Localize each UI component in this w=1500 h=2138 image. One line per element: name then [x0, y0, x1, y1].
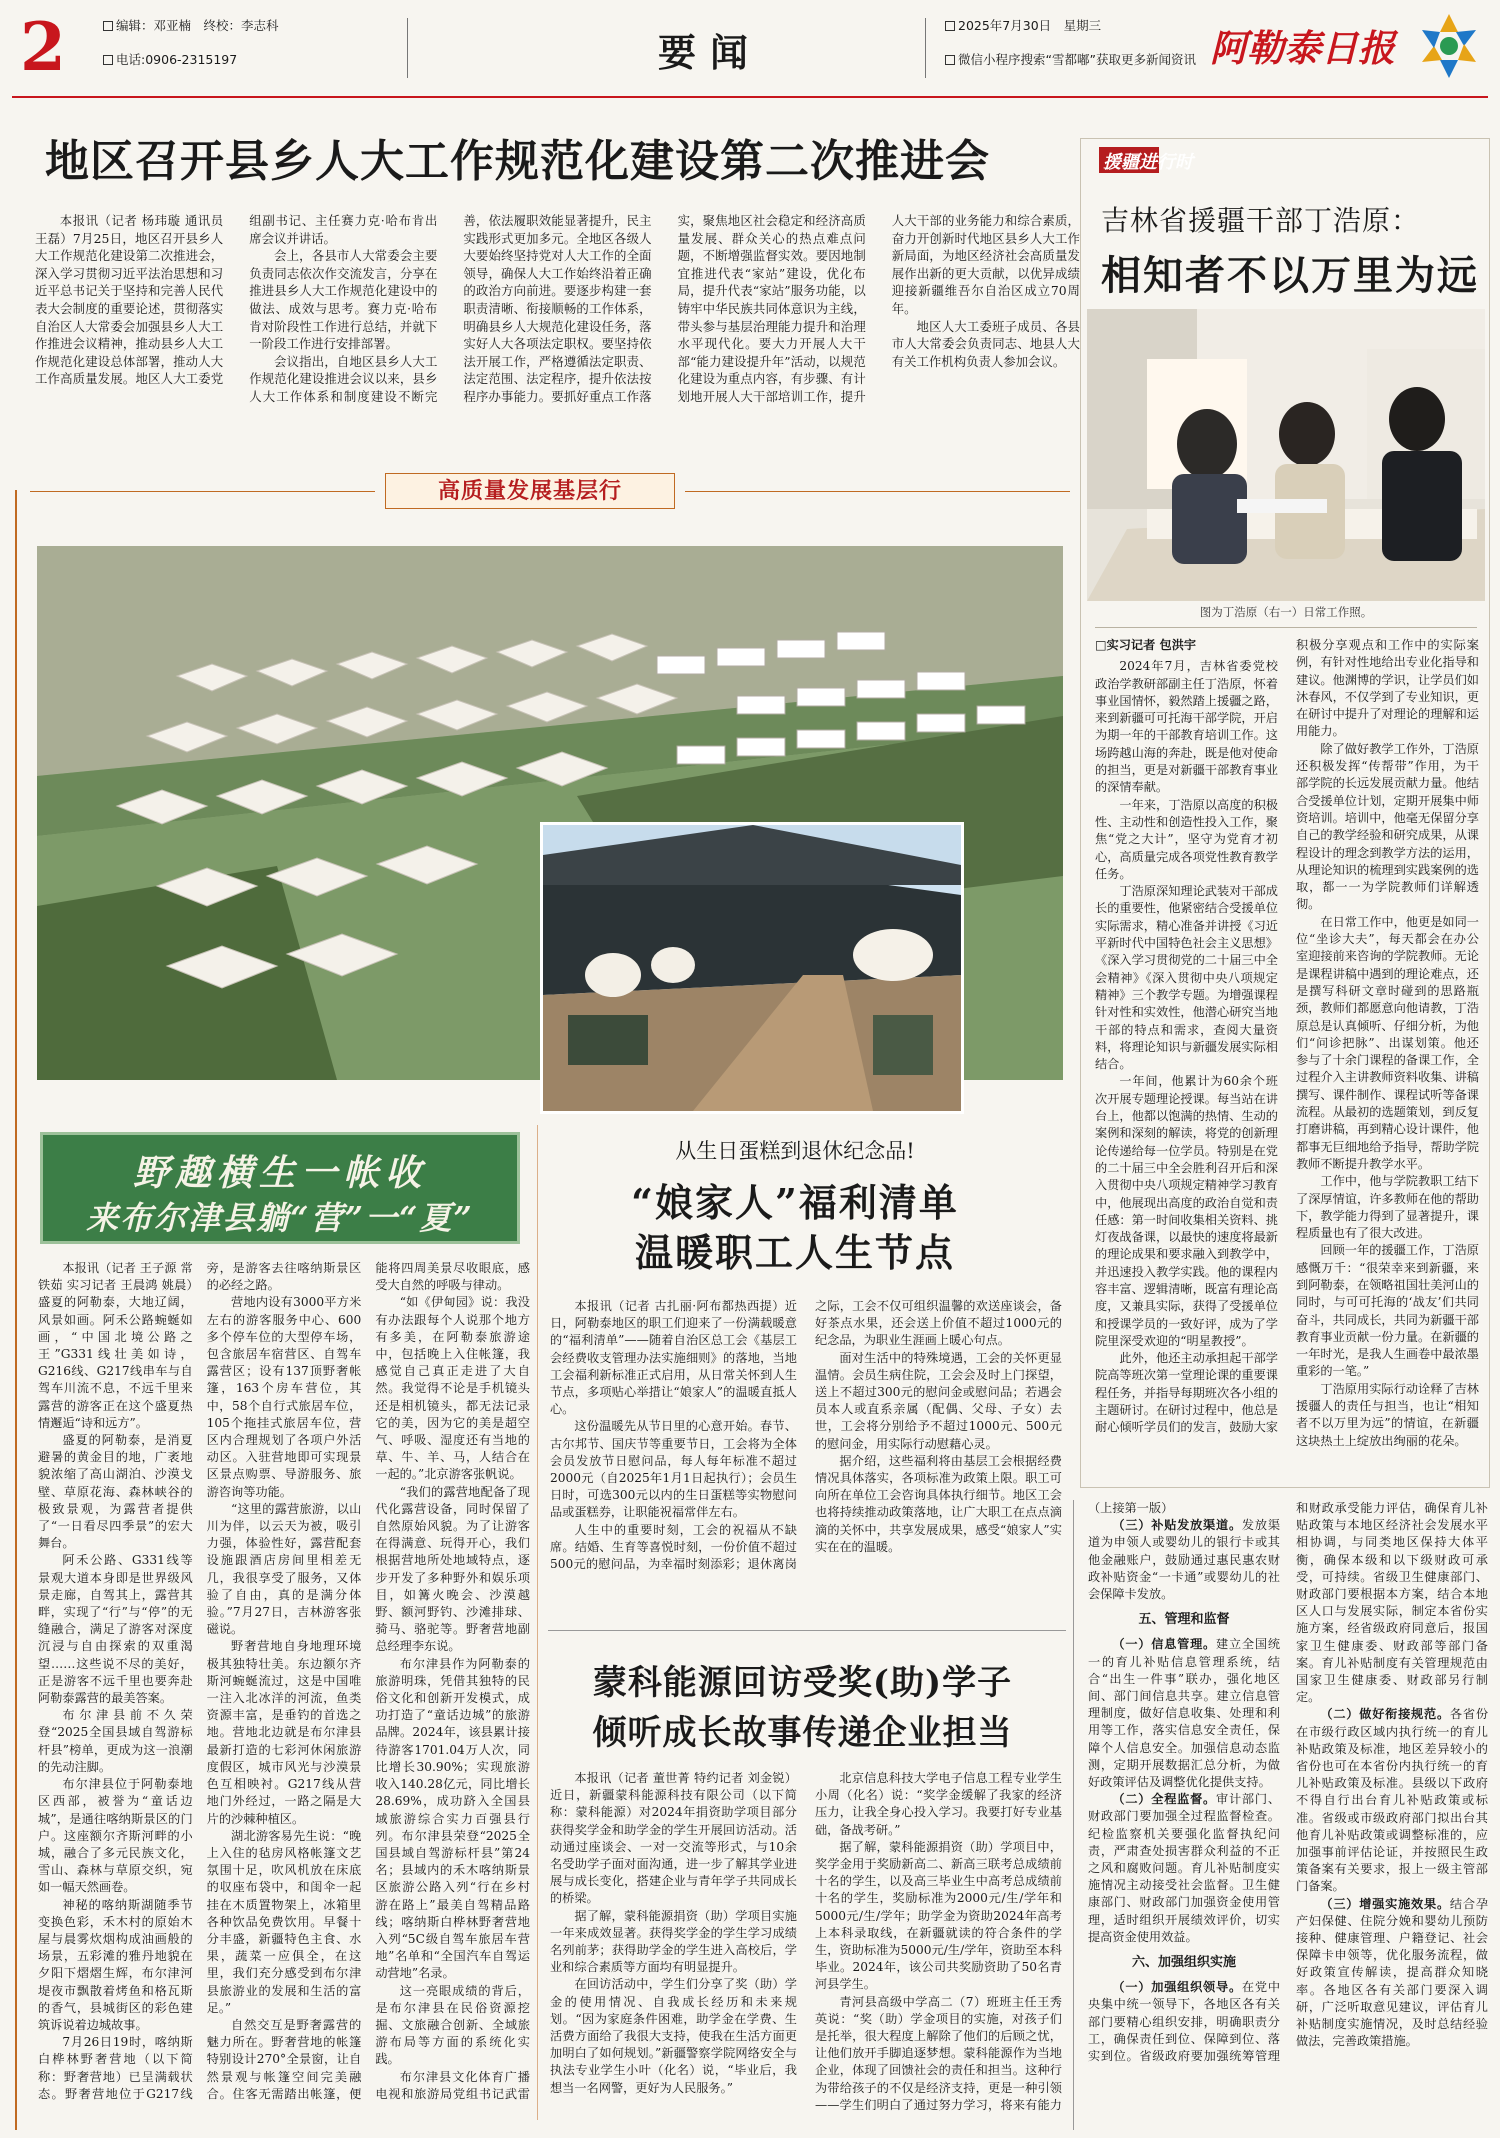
policy-section-5: 五、管理和监督 [1138, 1612, 1230, 1628]
mengke-para: 本报讯（记者 董世菁 特约记者 刘金锐）近日，新疆蒙科能源科技有限公司（以下简称：蒙科能源）对2024年捐资助学项目部分获得奖学金和助学金的学生开展回访活动。活动通过座谈会、一对一交流等形式，与10余名受助学子面对面沟通，进一步了解其学业进展与成长变化，搭建企业与青年学子共同成长的桥梁。 [550, 1771, 797, 1906]
mengke-para: 在回访活动中，学生们分享了奖（助）学金的使用情况、自我成长经历和未来规划。“因为家庭条件困难，助学金在学费、生活费方面给了我很大支持，使我在生活方面更加明白了如何规划。”新疆警察学院网络安全与执法专业学生小叶（化名）说，“毕业后，我想当一名网警，更好为人民服务。” [550, 1977, 797, 2095]
policy-from-page: （上接第一版） [1088, 1501, 1174, 1515]
tourism-para: 布尔津县前不久荣登“2025全国县域自驾游标杆县”榜单，更成为这一浪潮的先动注脚。 [38, 1708, 193, 1774]
mengke-body [550, 1770, 1062, 2125]
tourism-para: 盛夏的阿勒泰，是消夏避暑的黄金目的地，广袤地貌浓缩了高山湖泊、沙漠戈壁、草原花海、森林峡谷的极致景观，为露营者提供了“一日看尽四季景”的宏大舞台。 [38, 1433, 193, 1551]
aid-para: 一年间，他累计为60余个班次开展专题理论授课。每当站在讲台上，他都以饱满的热情、生动的案例和深刻的解读，将党的创新理论传递给每一位学员。特别是在党的二十届三中全会胜利召开后和深入贯彻中央八项规定精神学习教育中，他展现出高度的政治自觉和责任感：第一时间收集相关资料、挑灯夜战备课，以最快的速度将最新的理论成果和要求融入到教学中，并迅速投入教学实践。他的课程内容丰富、逻辑清晰，既富有理论高度，又兼具实际，获得了受援单位和授课学员的一致好评，成为了学院里深受欢迎的“明星教授”。 [1095, 1074, 1278, 1348]
union-para: 人生中的重要时刻，工会的祝福从不缺席。结婚、生育等喜悦时刻，一份价值不超过500元的慰问品，为幸福时刻添彩；退休离岗之际，工会不仅可组织温馨的欢送座谈会，备好茶点水果，还会送上价值不超过1000元的纪念品，为职业生涯画上暖心句点。 [550, 1299, 1062, 1572]
editor-line [103, 15, 279, 37]
policy-body [1088, 1500, 1488, 2130]
aid-para: 一年来，丁浩原以高度的积极性、主动性和创造性投入工作，聚焦“党之大计”，坚守为党育才初心，高质量完成各项党性教育教学任务。 [1095, 797, 1278, 881]
header-divider-right [925, 18, 926, 78]
lead-body [35, 212, 1080, 472]
aid-headline: 相知者不以万里为远 [1101, 252, 1479, 299]
policy-item-text: 建立全国统一的育儿补贴信息管理系统，结合“出生一件事”联办，强化地区间、部门间信息共享。建立信息管理制度，做好信息收集、处理和利用等工作，落实信息安全责任，保障个人信息安全。加强信息动态监测，定期开展数据汇总分析，为做好政策评估及调整优化提供支持。 [1088, 1637, 1281, 1790]
policy-intro-sub: （三）补贴发放渠道。 [1112, 1518, 1242, 1533]
lead-para: 本报讯（记者 杨玮璇 通讯员 王磊）7月25日，地区召开县乡人大工作规范化建设第二次推进会，深入学习贯彻习近平法治思想和习近平总书记关于坚持和完善人民代表大会制度的重要论述，贯彻落实自治区人大常委会加强县乡人大工作推进会议精神，推动县乡人大工作规范化建设总体部署，推动人大工作高质量发展。地区人大工委党组副书记、主任赛力克·哈布肯出席会议并讲话。 [35, 213, 438, 387]
tourism-title-line-1: 野趣横生一帐收 [132, 1152, 427, 1194]
tourism-para: 神秘的喀纳斯湖随季节变换色彩，禾木村的原始木屋与晨雾炊烟构成油画般的场景，五彩滩的雅丹地貌在夕阳下熠熠生辉，布尔津河堤夜市飘散着烤鱼和格瓦斯的香气，县城街区的彩色建筑诉说着边城故事。 [38, 1897, 193, 2032]
tourism-title-box [40, 1132, 520, 1244]
page-number: 2 [20, 8, 66, 86]
office-photo-image [1087, 309, 1485, 601]
aid-para: 工作中，他与学院教职工结下了深厚情谊，许多教师在他的帮助下，教学能力得到了显著提升，课程质量也有了很大改进。 [1296, 1174, 1479, 1241]
tourism-body [38, 1260, 530, 2120]
tourism-para: “如《伊甸园》说：我没有办法跟每个人说那个地方有多美，在阿勒泰旅游途中，包括晚上入住帐篷，我感觉自己真正走进了大自然。我觉得不论是手机镜头还是相机镜头，都无法记录它的美，因为它的美是超空气、呼吸、湿度还有当地的草、牛、羊、马，人结合在一起的。”北京游客张帆说。 [375, 1295, 530, 1482]
mengke-para: 据了解，蒙科能源捐资（助）学项目中，奖学金用于奖励新高二、新高三联考总成绩前十名的学生，以及高三毕业生中高考总成绩前十名的学生，奖励标准为2000元/生/学年和5000元/生/学年；助学金为资助2024年高考上本科录取线，在新疆就读的符合条件的学生，资助标准为5000元/生/学年，资助至本科毕业。2024年，该公司共奖励资助了50名青河县学生。 [815, 1839, 1062, 1992]
union-headline-2: 温暖职工人生节点 [634, 1230, 955, 1275]
tourism-title-line-2: 来布尔津县躺“营”一“夏” [86, 1199, 474, 1237]
section-banner: 高质量发展基层行 [385, 473, 675, 509]
checkbox-icon [103, 21, 113, 31]
union-body [550, 1298, 1062, 1618]
policy-item-label: （二）全程监督。 [1112, 1792, 1217, 1807]
policy-item [1088, 1636, 1280, 1791]
policy-item-text: 结合孕产妇保健、住院分娩和婴幼儿预防接种、健康管理、户籍登记、社会保障卡申领等，优化服务流程，做好政策宣传解读，提高群众知晓率。各地区各有关部门要深入调研，广泛听取意见建议，评估育儿补贴制度实施情况，及时总结经验做法，完善政策措施。 [1296, 1896, 1488, 2049]
aid-column-label-text: 援疆进行时 [1103, 152, 1193, 173]
masthead-rule [12, 96, 1488, 98]
checkbox-icon [945, 21, 955, 31]
tourism-para: 本报讯（记者 王子源 常铁茹 实习记者 王晨鸿 姚晨）盛夏的阿勒泰，大地辽阔，风景如画。阿禾公路蜿蜒如画，“中国北境公路之王”G331线壮美如诗，G216线、G217线串车与自驾车川流不息，不远千里来露营的游客正在这个盛夏热情邂逅“诗和远方”。 [38, 1261, 193, 1430]
policy-intro-text: 发放渠道为申领人或婴幼儿的银行卡或其他金融账户，鼓励通过惠民惠农财政补贴资金“一卡通”或婴幼儿的社会保障卡发放。 [1088, 1518, 1281, 1602]
tourism-para: 这一亮眼成绩的背后，是布尔津县在民俗资源挖掘、文旅融合创新、全域旅游布局等方面的系统化实践。 [375, 1983, 530, 2067]
phone-text: 电话:0906-2315197 [116, 52, 238, 67]
lead-para: 会上，各县市人大常委会主要负责同志依次作交流发言，分享在推进县乡人大工作规范化建设中的做法、成效与思考。赛力克·哈布肯对阶段性工作进行总结，并就下一阶段工作进行安排部署。 [249, 248, 438, 352]
tourism-column-rule [537, 1125, 538, 2120]
policy-item-text: 在党中央集中统一领导下，各地区各有关部门要精心组织安排，明确职责分工，确保责任到位、保障到位、落实到位。省级政府要加强统筹管理和财政承受能力评估，确保育儿补贴政策与本地区经济社会发展水平相协调，与同类地区保持大体平衡，确保本级和以下级财政可承受，可持续。省级卫生健康部门、财政部门要根据本方案，结合本地区人口与发展实际，制定本省份实施方案，经省级政府同意后，报国家卫生健康委、财政部等部门备案。育儿补贴制度有关管理规范由国家卫生健康委、财政部另行制定。 [1088, 1501, 1488, 2064]
tourism-para: 自然交互是野奢露营的魅力所在。野奢营地的帐篷特别设计270°全景窗，让自然景观与帐篷空间完美融合。住客无需踏出帐篷，便能将四周美景尽收眼底，感受大自然的呼吸与律动。 [206, 1261, 530, 2101]
camp-walkway-image [543, 825, 961, 1111]
policy-item [1296, 1896, 1488, 2051]
lead-para: 地区人大工委班子成员、各县市人大常委会负责同志、地县人大有关工作机构负责人参加会议。 [891, 318, 1080, 369]
mengke-para: 据了解，蒙科能源捐资（助）学项目实施一年来成效显著。获得奖学金的学生学习成绩名列前茅；获得助学金的学生进入高校后，学业和综合素质等方面均有明显提升。 [550, 1908, 797, 1975]
banner-rule-right [685, 491, 1070, 492]
union-kicker: 从生日蛋糕到退休纪念品! [675, 1139, 915, 1163]
tourism-para: 营地内设有3000平方米左右的游客服务中心、600多个停车位的大型停车场，包含旅居车宿营区、自驾车露营区；设有137顶野奢帐篷，163个房车营位，其中，58个自行式旅居车位，105个拖挂式旅居车位，营区内合理规划了各项户外活动区。入驻营地即可实现景区景点购票、导游服务、旅游咨询等功能。 [206, 1295, 362, 1499]
aid-para: 除了做好教学工作外，丁浩原还积极发挥“传帮带”作用，为干部学院的长远发展贡献力量。他结合受援单位计划，定期开展集中师资培训。培训中，他毫无保留分享自己的教学经验和研究成果，从课程设计的理念到教学方法的运用，从理论知识的梳理到实践案例的选取，都一一为学院教师们详解透彻。 [1296, 741, 1479, 912]
aid-para: 2024年7月，吉林省委党校政治学教研部副主任丁浩原，怀着事业国情怀，毅然踏上援疆之路，来到新疆可可托海干部学院，开启为期一年的干部教育培训工作。这场跨越山海的奔赴，既是他对使命的担当，更是对新疆干部教育事业的深情奉献。 [1095, 659, 1278, 795]
tourism-para: “我们的露营地配备了现代化露营设备，同时保留了自然原始风貌。为了让游客在得满意、玩得开心，我们根据营地所处地域特点，逐步开发了多种野外和娱乐项目，如篝火晚会、沙漠越野、额河野钓、沙滩排球、骑马、骆驼等。野奢营地副总经理李东说。 [375, 1484, 530, 1654]
editor-text: 编辑：邓亚楠 终校：李志科 [116, 18, 279, 33]
date-text: 2025年7月30日 星期三 [958, 18, 1102, 33]
aid-body [1095, 637, 1479, 1477]
aid-byline: □实习记者 包洪宇 [1095, 638, 1197, 652]
aid-photo-caption: 图为丁浩原（右一）日常工作照。 [1199, 605, 1373, 619]
policy-intro [1088, 1517, 1280, 1603]
aid-story [1080, 138, 1490, 1488]
union-headline-1: “娘家人”福利清单 [631, 1180, 959, 1225]
camp-inset-photo [540, 822, 964, 1114]
phone-line [103, 49, 237, 71]
banner-rule-left [30, 491, 375, 492]
mengke-headline-2: 倾听成长故事传递企业担当 [592, 1713, 1013, 1753]
mengke-right-rule [1073, 1500, 1074, 2130]
aid-kicker: 吉林省援疆干部丁浩原： [1101, 204, 1421, 237]
policy-item [1088, 1791, 1280, 1946]
policy-section-6: 六、加强组织实施 [1131, 1955, 1236, 1971]
policy-item-label: （二）做好衔接规范。 [1320, 1707, 1450, 1722]
mengke-para: 北京信息科技大学电子信息工程专业学生小周（化名）说：“奖学金缓解了我家的经济压力，让我全身心投入学习。我要打好专业基础，备战考研。” [815, 1771, 1062, 1837]
tourism-para: 7月26日19时，喀纳斯白桦林野奢营地（以下简称：野奢营地）已呈满载状态。野奢营地位于G217线旁，是游客去往喀纳斯景区的必经之路。 [38, 1261, 362, 2101]
aid-para: 丁浩原深知理论武装对干部成长的重要性，他紧密结合受援单位实际需求，精心准备并讲授《习近平新时代中国特色社会主义思想》《深入学习贯彻党的二十届三中全会精神》《深入贯彻中央八项规定精神》三个教学专题。为增强课程针对性和实效性，他潜心研究当地干部的特点和需求，查阅大量资料，将理论知识与新疆发展实际相结合。 [1095, 884, 1278, 1072]
aid-para: 在日常工作中，他更是如同一位“坐诊大夫”，每天都会在办公室迎接前来咨询的学院教师。无论是课程讲稿中遇到的理论难点，还是撰写科研文章时碰到的思路瓶颈，教师们都愿意向他请教，丁浩原总是认真倾听、仔细分析，为他们“问诊把脉”、出谋划策。他还参与了十余门课程的备课工作，全过程介入主讲教师资料收集、讲稿撰写、课件制作、课程试听等备课流程。从最初的选题策划，到反复打磨讲稿，再到精心设计课件，他都事无巨细地给予指导，帮助学院教师不断提升教学水平。 [1296, 914, 1479, 1171]
wechat-line [945, 49, 1196, 71]
tourism-para: 野奢营地自身地理环境极其独特壮美。东边额尔齐斯河蜿蜒流过，这是中国唯一注入北冰洋的河流，鱼类资源丰富，是垂钓的首选之地。营地北边就是布尔津县最新打造的七彩河休闲旅游度假区，城市风光与沙漠景色互相映衬。G217线从营地门外经过，一路之隔是大片的沙棘种植区。 [206, 1639, 362, 1826]
policy-item-text: 各省份在市级行政区域内执行统一的育儿补贴政策及标准，地区差异较小的省份也可在本省份内执行统一的育儿补贴政策及标准。县级以下政府不得自行出台育儿补贴政策或标准。省级或市级政府部门拟出台其他育儿补贴政策或调整标准的，应加强事前评估论证，并按照民生政策备案有关要求，报上一级主管部门备案。 [1296, 1707, 1488, 1894]
aid-para: 丁浩原用实际行动诠释了吉林援疆人的责任与担当，也让“相知者不以万里为远”的情谊，在新疆这块热土上绽放出绚丽的花朵。 [1296, 1381, 1479, 1448]
paper-name: 阿勒泰日报 [1210, 26, 1395, 70]
masthead [0, 0, 1500, 100]
checkbox-icon [945, 55, 955, 65]
date-line [945, 15, 1101, 37]
tourism-para: 布尔津县文化体育广播电视和旅游局党组书记武雷 [375, 2069, 530, 2101]
wechat-text: 微信小程序搜索“雪都嘟”获取更多新闻资讯 [958, 52, 1196, 67]
union-para: 面对生活中的特殊境遇，工会的关怀更显温情。会员生病住院，工会会及时上门探望，送上不超过300元的慰问金或慰问品；若遇会员本人或直系亲属（配偶、父母、子女）去世，工会将分别给予不超过1000元、500元的慰问金，用实际行动慰藉心灵。 [815, 1350, 1062, 1451]
aid-para: 此外，他还主动承担起干部学院高等班次第一堂理论课的重要课程任务，并指导每期班次各小组的主题研讨。在研讨过程中，他总是耐心倾听学员们的发言，鼓励大家积极分享观点和工作中的实际案例，有针对性地给出专业化指导和建议。他渊博的学识，让学员们如沐春风，不仅学到了专业知识，更在研讨中提升了对理论的理解和运用能力。 [1095, 638, 1479, 1435]
union-para: 这份温暖先从节日里的心意开始。春节、古尔邦节、国庆节等重要节日，工会将为全体会员发放节日慰问品，每人每年标准不超过2000元（自2025年1月1日起执行）；会员生日时，可选300元以内的生日蛋糕等实物慰问品或蛋糕券，让职能祝福常伴左右。 [550, 1419, 797, 1520]
policy-item-label: （三）增强实施效果。 [1320, 1896, 1450, 1911]
header-divider-left [407, 18, 408, 78]
union-para: 本报讯（记者 古扎丽·阿布都热西提）近日，阿勒泰地区的职工们迎来了一份满载暖意的“福利清单”——随着自治区总工会《基层工会经费收支管理办法实施细则》的落地，当地工会福利新标准正式启用，从日常关怀到人生节点，多项贴心举措让“娘家人”的温暖直抵人心。 [550, 1299, 797, 1417]
policy-item-text: 审计部门、财政部门要加强全过程监督检查。纪检监察机关要强化监督执纪问责，严肃查处损害群众利益的不正之风和腐败问题。育儿补贴制度实施情况主动接受社会监督。卫生健康部门、财政部门加强资金使用管理，适时组织开展绩效评价，切实提高资金使用效益。 [1088, 1792, 1281, 1944]
aid-photo [1087, 309, 1485, 601]
union-para: 据介绍，这些福利将由基层工会根据经费情况具体落实，各项标准为政策上限。职工可向所在单位工会咨询具体执行细节。地区工会也将持续推动政策落地，让广大职工在点点滴滴的关怀中，共享发展成果，感受“娘家人”实实在在的温暖。 [815, 1453, 1062, 1554]
tourism-para: 布尔津县位于阿勒泰地区西部，被誉为“童话边城”，是通往喀纳斯景区的门户。这座额尔齐斯河畔的小城，融合了多元民族文化，雪山、森林与草原交织，宛如一幅天然画卷。 [38, 1777, 193, 1895]
section-title: 要闻 [657, 30, 762, 75]
paper-logo-icon [1414, 10, 1484, 82]
policy-item [1296, 1706, 1488, 1895]
tourism-para: 阿禾公路、G331线等景观大道本身即是世界级风景走廊，自驾其上，露营其畔，实现了“行”与“停”的无缝融合，满足了游客对深度沉浸与自由探索的双重渴望……这些说不尽的美好，正是游客不远千里也要奔赴阿勒泰露营的最美答案。 [38, 1553, 193, 1706]
policy-item-label: （一）信息管理。 [1112, 1637, 1217, 1652]
lead-para: 会议指出，自地区县乡人大工作规范化建设推进会议以来，县乡人大工作体系和制度建设不断完善，依法履职效能显著提升，民主实践形式更加多元。全地区各级人大要始终坚持党对人大工作的全面领导，确保人大工作始终沿着正确的政治方向前进。要逐步构建一套职责清晰、衔接顺畅的工作体系，明确县乡人大规范化建设任务，落实好人大各项法定职权。要坚持依法开展工作，严格遵循法定职责、法定范围、法定程序，提升依法按程序办事能力。要抓好重点工作落实，聚焦地区社会稳定和经济高质量发展、群众关心的热点难点问题，不断增强监督实效。要因地制宜推进代表“家站”建设，优化布局，提升代表“家站”服务功能，以铸牢中华民族共同体意识为主线，带头参与基层治理能力提升和治理水平现代化。要大力开展人大干部“能力建设提升年”活动，以规范化建设为重点内容，有步骤、有计划地开展人大干部培训工作，提升人大干部的业务能力和综合素质，奋力开创新时代地区县乡人大工作新局面，为地区经济社会高质量发展作出新的更大贡献，以优异成绩迎接新疆维吾尔自治区成立70周年。 [249, 213, 1080, 404]
lead-headline: 地区召开县乡人大工作规范化建设第二次推进会 [45, 136, 990, 187]
mengke-headline-1: 蒙科能源回访受奖(助)学子 [592, 1663, 1013, 1703]
tourism-para: 布尔津县作为阿勒泰的旅游明珠，凭借其独特的民俗文化和创新开发模式，成功打造了“童话边城”的旅游品牌。2024年，该县累计接待游客1701.04万人次，同比增长30.90%；实现旅游收入140.28亿元，同比增长28.69%，成功跻入全国县域旅游综合实力百强县行列。布尔津县荣登“2025全国县域自驾游标杆县”第24名；县域内的禾木喀纳斯景区旅游公路入列“行在乡村 游在路上”最美自驾精品路线；喀纳斯白桦林野奢营地入列“5C级自驾车旅居车营地”名单和“全国汽车自驾运动营地”名录。 [375, 1656, 530, 1981]
aid-column-label [1099, 145, 1249, 175]
policy-item-label: （一）加强组织领导。 [1112, 1980, 1242, 1995]
aid-para: 回顾一年的援疆工作，丁浩原感慨万千：“很荣幸来到新疆，来到阿勒泰，在领略祖国壮美河山的同时，与可可托海的‘战友’们共同奋斗，共同成长，共同为新疆干部教育事业贡献一份力量。在新疆的一年时光，是我人生画卷中最浓墨重彩的一笔。” [1296, 1243, 1479, 1379]
mengke-para: 青河县高级中学高二（7）班班主任王秀英说：“奖（助）学金项目的实施，对孩子们是托举，很大程度上解除了他们的后顾之忧，让他们放开手脚追逐梦想。蒙科能源作为当地企业，体现了回馈社会的责任和担当。这种行为带给孩子的不仅是经济支持，更是一种引领——学生们明白了通过努力学习，将来有能力 [815, 1994, 1062, 2112]
tourism-para: “这里的露营旅游，以山川为伴，以云天为被，吸引力强，体验性好，露营配套设施跟酒店房间里相差无几，我很享受了服务，又体验了自由，真的是满分体验。”7月27日，吉林游客张磁说。 [206, 1501, 362, 1637]
union-bottom-rule [548, 1630, 1066, 1631]
tourism-para: 湖北游客易先生说：“晚上入住的毡房风格帐篷文艺氛围十足，吹风机放在床底的収座布袋中，和闺伞一起挂在木质置物架上，冰箱里各种饮品免费饮用。早餐十分丰盛，新疆特色主食、水果，蔬菜一应俱全，在这里，我们充分感受到布尔津县旅游业的发展和生活的富足。” [206, 1828, 362, 2015]
checkbox-icon [103, 55, 113, 65]
